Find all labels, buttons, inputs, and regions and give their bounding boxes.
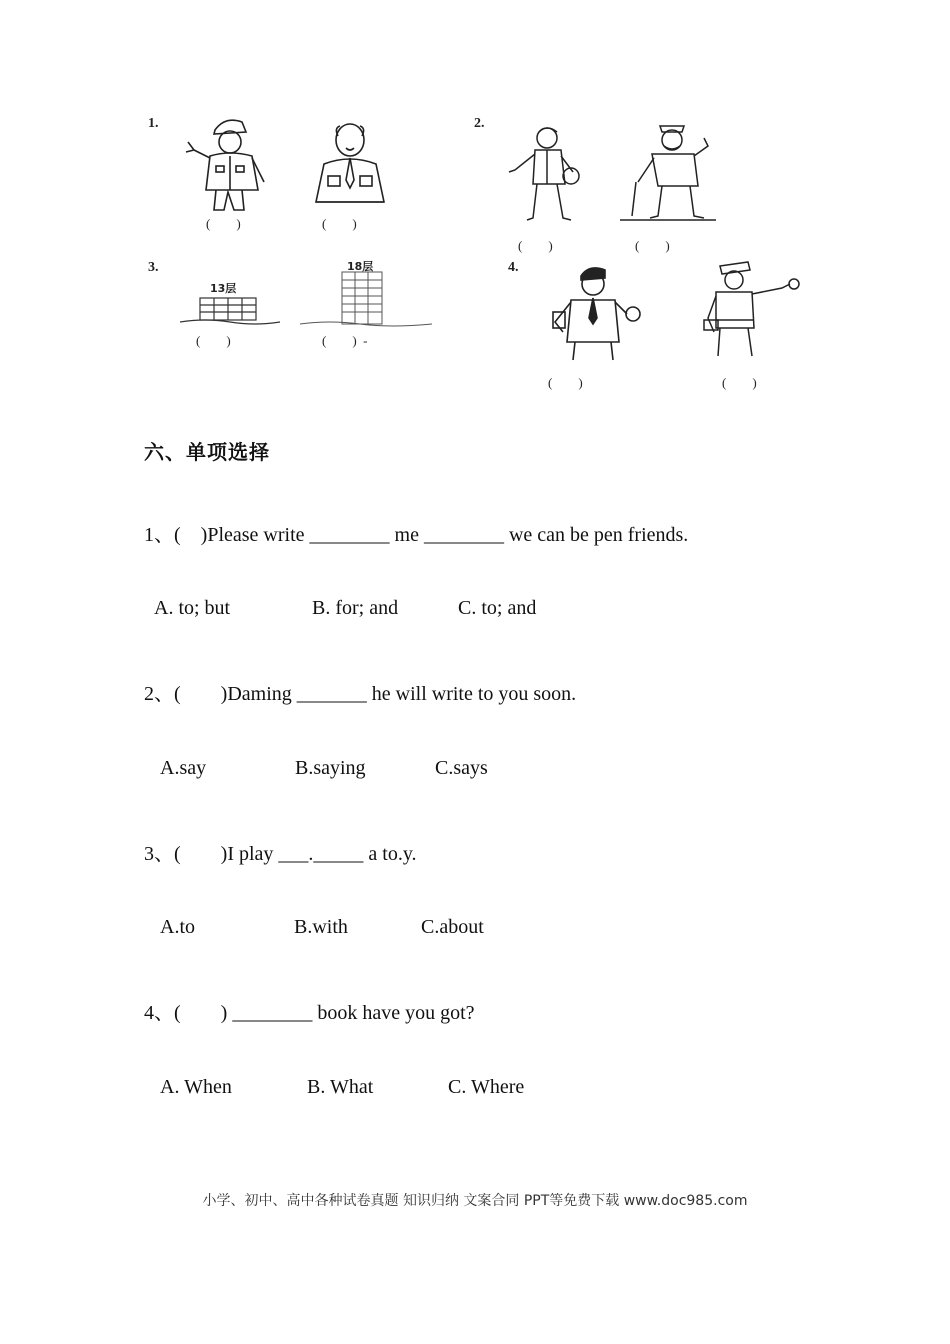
question-4-option-a: A. When [160, 1076, 232, 1098]
question-1: 1、( )Please write ________ me ________ we can be pen friends. [144, 524, 689, 546]
footer-text: 小学、初中、高中各种试卷真题 知识归纳 文案合同 PPT等免费下载 www.doc985.com [202, 1193, 748, 1209]
question-2-option-a: A.say [160, 757, 207, 779]
building-label-18: 18层 [347, 260, 374, 273]
group-4-number: 4. [508, 260, 519, 275]
businessman-figure [300, 118, 400, 216]
group-2-answer-2: ( ) [635, 238, 670, 253]
question-1-option-c: C. to; and [458, 597, 537, 619]
group-1-answer-2: ( ) [322, 216, 357, 231]
question-1-option-a: A. to; but [154, 597, 231, 619]
question-3-option-c: C.about [421, 916, 484, 938]
question-2-option-b: B.saying [295, 757, 366, 779]
question-3-option-b: B.with [294, 916, 348, 938]
old-man-figure [612, 116, 722, 224]
question-2-option-c: C.says [435, 757, 488, 779]
question-4-option-b: B. What [307, 1076, 374, 1098]
question-4-option-c: C. Where [448, 1076, 525, 1098]
group-3-answer-1: ( ) [196, 333, 231, 348]
policeman-figure [690, 258, 810, 360]
worker-figure [180, 112, 275, 217]
question-4: 4、( ) ________ book have you got? [144, 1002, 475, 1024]
group-2-number: 2. [474, 116, 485, 131]
young-man-figure [505, 122, 590, 227]
question-3: 3、( )I play ___._____ a to.y. [144, 843, 417, 865]
group-3-number: 3. [148, 260, 159, 275]
group-4-answer-2: ( ) [722, 375, 757, 390]
building-label-13: 13层 [210, 282, 237, 295]
question-3-option-a: A.to [160, 916, 195, 938]
group-1-answer-1: ( ) [206, 216, 241, 231]
group-4-answer-1: ( ) [548, 375, 583, 390]
doctor-figure [545, 262, 645, 364]
tall-building-figure [300, 268, 432, 330]
group-1-number: 1. [148, 116, 159, 131]
question-2: 2、( )Daming _______ he will write to you soon. [144, 683, 577, 705]
question-1-option-b: B. for; and [312, 597, 399, 619]
group-2-answer-1: ( ) [518, 238, 553, 253]
group-3-answer-2: ( ) - [322, 333, 368, 348]
short-building-figure [180, 292, 280, 328]
section-title: 六、单项选择 [144, 440, 270, 464]
